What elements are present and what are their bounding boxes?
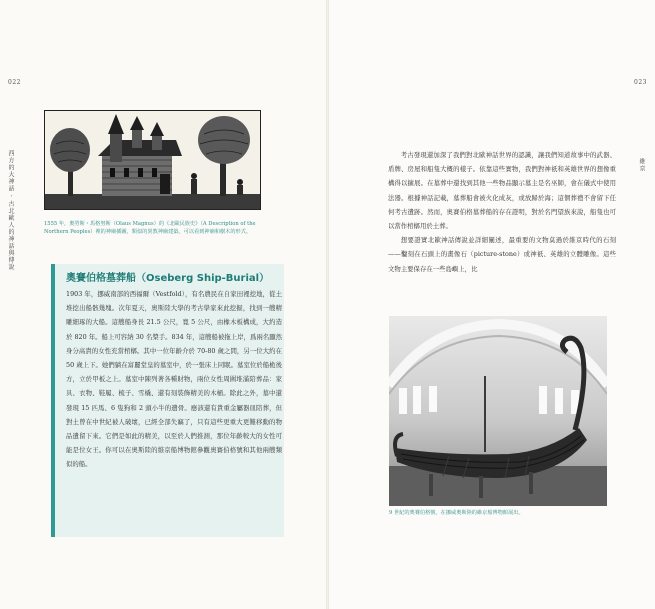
sidebar-title: 奧賽伯格墓葬船（Oseberg Ship-Burial） bbox=[66, 273, 270, 284]
running-head-left: 西方的大神話 · 古北歐人的神話與傳說 bbox=[7, 150, 14, 271]
sidebar-text: 1903 年，挪威南部的西福爾（Vestfold），有名農民在自家田裡挖地，從土堆挖出船骸幾塊。次年夏天，奧斯陸大學的考古學家來此挖掘，找到一艘精雕細琢的大船。這艘船身長 21.5 公尺，寬 5 公尺，由橡木板構成，大約造於 820 年。船上可容納 30 名槳手。834 年，這艘船被拖上岸，爲兩名顯然身分高貴的女性充當棺槨。其中一位年齡介於 70-80 歲之間，另一位大約在 50 歲上下。她們躺在富麗堂皇的墓室中，於一張床上同眠。墓室位於船桅後方，立於甲板之上。墓室中陳列著各種財物，兩位女性周圍堆滿陪葬品：家具、衣物、鞋履、梳子、雪橇、還有刻裝飾精美的木桶。除此之外，墓中還發現 15 匹馬、6 隻狗和 2 頭小牛的遺骨。應該還有貴重金屬器皿陪葬，但對土曾在中世紀被人破壞，已經全部失竊了，只有這些更重大更難移動的物品遺留下來。它們是如此的精美，以至於人們推測，那位年齡較大的女性可能是位女王。你可以在奧斯陸的維京船博物館參觀奧賽伯格號和其他兩艘類似的船。 bbox=[66, 290, 282, 469]
paragraph: 想要證實北歐神話傳說並詳細闡述，最重要的文物莫過於維京時代的石刻——鑿刻在石頭上的畫像石（picture-stone）或神祇、英雄的立體雕像。這些文物主要保存在一些島嶼上，比 bbox=[388, 236, 616, 273]
running-head-right: 維京 bbox=[638, 158, 645, 172]
gutter bbox=[326, 0, 329, 609]
ship-photo bbox=[389, 316, 607, 506]
figure-caption-left: 1555 年，奧勞斯・馬格努斯（Olaus Magnus）的《北歐民族史》（A Description of the Northern Peoples）裡的神廟插圖，類似的異教神廟建築。可以看到神廟和樹木的形式。 bbox=[44, 221, 256, 235]
sidebar-box bbox=[51, 264, 284, 537]
figure-caption-right: 9 世紀的奧賽伯格號，在挪威奧斯陸的維京船博物館展出。 bbox=[389, 510, 524, 516]
right-page bbox=[328, 0, 655, 609]
woodcut-illustration bbox=[44, 110, 261, 210]
page-number-right: 023 bbox=[634, 79, 647, 86]
paragraph: 考古發現還加深了我們對北歐神話世界的認識，讓我們知道故事中的武器、盾牌、房屋和船隻大概的樣子。依靠這些實物，我們對神祇和英雄世界的想像重構得以擴展。在墓葬中還找到其他一些物品顯示墓主是名巫師，會在儀式中使用法器。根據神話記載，墓葬船會被火化成灰，或放歸於海；這個葬禮不會留下任何考古遺跡。然而，奧賽伯格墓葬船的存在證明，對於名門望族來說，船隻也可以當作棺槨用於土葬。 bbox=[388, 151, 616, 231]
right-body-text bbox=[388, 148, 616, 276]
sidebar-accent-bar bbox=[51, 264, 55, 537]
page-number-left: 022 bbox=[8, 79, 21, 86]
